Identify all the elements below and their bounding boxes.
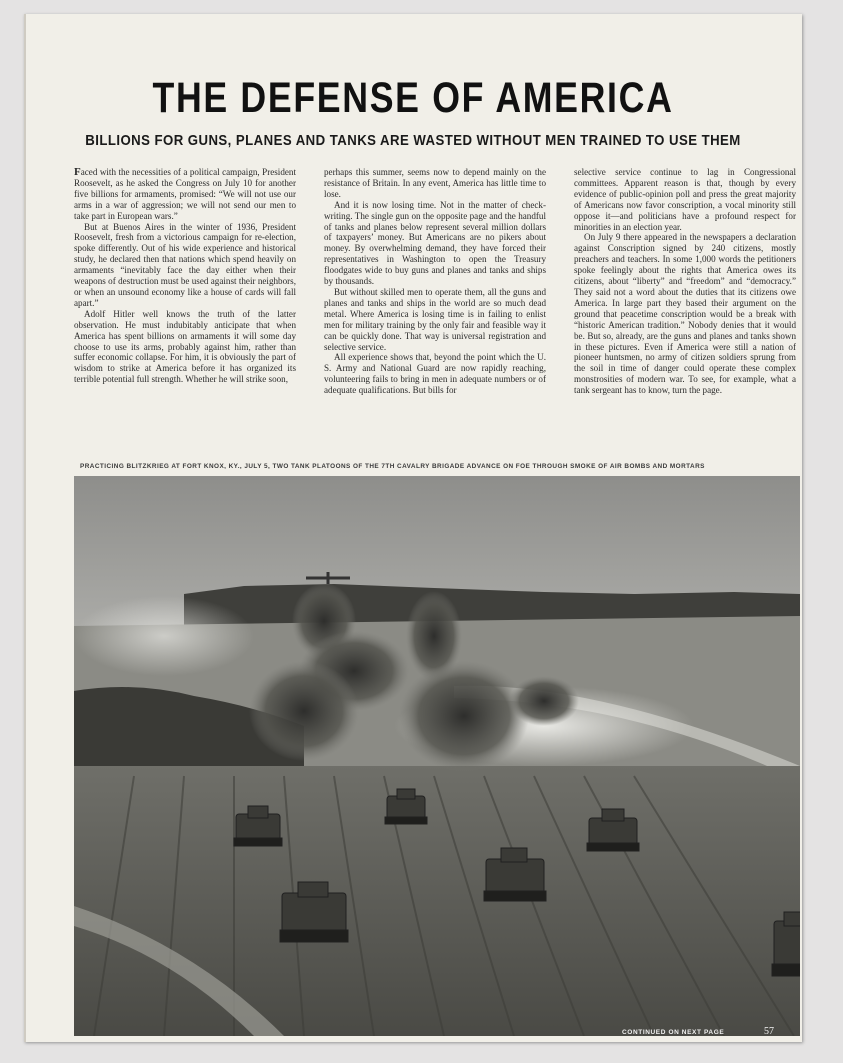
column-1 (74, 167, 296, 457)
paragraph: And it is now losing time. Not in the matter of check-writing. The single gun on the opposite page and the handful of tanks and planes below represent several million dollars of taxpayers’ money. But Americans are no pikers about money. By overwhelming demand, they have forced their representatives in Washington to open the Treasury floodgates wide to buy guns and planes and tanks and ships by thousands. (324, 199, 546, 287)
subhead: BILLIONS FOR GUNS, PLANES AND TANKS ARE WASTED WITHOUT MEN TRAINED TO USE THEM (85, 132, 741, 149)
page-edge (24, 14, 26, 1042)
photo-illustration (74, 476, 800, 1036)
paragraph: But without skilled men to operate them, all the guns and planes and tanks and ships in the world are so much dead metal. Where America is losing time is in failing to enlist men for military training by the only fair and feasible way it can be quickly done. That way is universal registration and selective service. (324, 286, 546, 352)
paragraph: But at Buenos Aires in the winter of 1936, President Roosevelt, fresh from a victorious campaign for re-election, spoke differently. Out of his wide experience and historical study, he declared then that nations which spend heavily on armaments “inevitably face the day either when their weapons of destruction must be used against their neighbors, or when an unsound economy like a house of cards will fall apart.” (74, 221, 296, 308)
paragraph: All experience shows that, beyond the point which the U. S. Army and National Guard are now rapidly reaching, volunteering fails to bring in men in adequate numbers or of adequate qualifications. But bills for (324, 352, 546, 396)
drop-cap: F (74, 167, 81, 178)
photo-caption: PRACTICING BLITZKRIEG AT FORT KNOX, KY., JULY 5, TWO TANK PLATOONS OF THE 7TH CAVALRY BRIGADE ADVANCE ON FOE THROUGH SMOKE OF AIR BOMBS AND MORTARS (80, 463, 705, 470)
page-number: 57 (764, 1026, 774, 1037)
column-2 (324, 167, 546, 457)
paragraph: On July 9 there appeared in the newspapers a declaration against Conscription signed by 240 citizens, mostly preachers and teachers. In some 1,000 words the petitioners spoke feelingly about the rights that America owes its citizens, about “liberty” and “freedom” and “democracy.” They said not a word about the duties that its citizens owe America. In large part they based their argument on the ground that peacetime conscription would be a break with “historic American tradition.” Nobody denies that it would be. But so, already, are the guns and planes and tanks shown in these pictures. Even if America were still a nation of pioneer huntsmen, no army of citizen soldiers sprung from the soil in time of danger could operate these complex monstrosities of modern war. To see, for example, what a tank sergeant has to know, turn the page. (574, 232, 796, 396)
magazine-page (24, 14, 802, 1042)
paragraph: selective service continue to lag in Congressional committees. Apparent reason is that, though by every evidence of public-opinion poll and press the great majority of Americans now favor conscription, a vocal minority still oppose it—and politicians have a profound respect for minorities in an election year. (574, 167, 796, 232)
tank-photo (74, 476, 800, 1036)
tank-6 (772, 912, 800, 976)
headline: THE DEFENSE OF AMERICA (152, 74, 674, 122)
article-columns (74, 167, 796, 457)
paragraph: perhaps this summer, seems now to depend mainly on the resistance of Britain. In any event, America has little time to lose. (324, 167, 546, 199)
paragraph: Faced with the necessities of a political campaign, President Roosevelt, as he asked the Congress on July 10 for another five billions for armaments, promised: “We will not use our arms in a war of aggression; we will not send our men to take part in European wars.” (74, 167, 296, 221)
column-3 (574, 167, 796, 457)
paragraph: Adolf Hitler well knows the truth of the latter observation. He must indubitably anticipate that when America has spent billions on armaments it will some day choose to use its arms, probably against him, rather than suffer economic collapse. For him, it is obviously the part of wisdom to strike at America before it has organized its terrible potential full strength. Whether he will strike soon, (74, 308, 296, 385)
continued-label: CONTINUED ON NEXT PAGE (622, 1029, 725, 1036)
